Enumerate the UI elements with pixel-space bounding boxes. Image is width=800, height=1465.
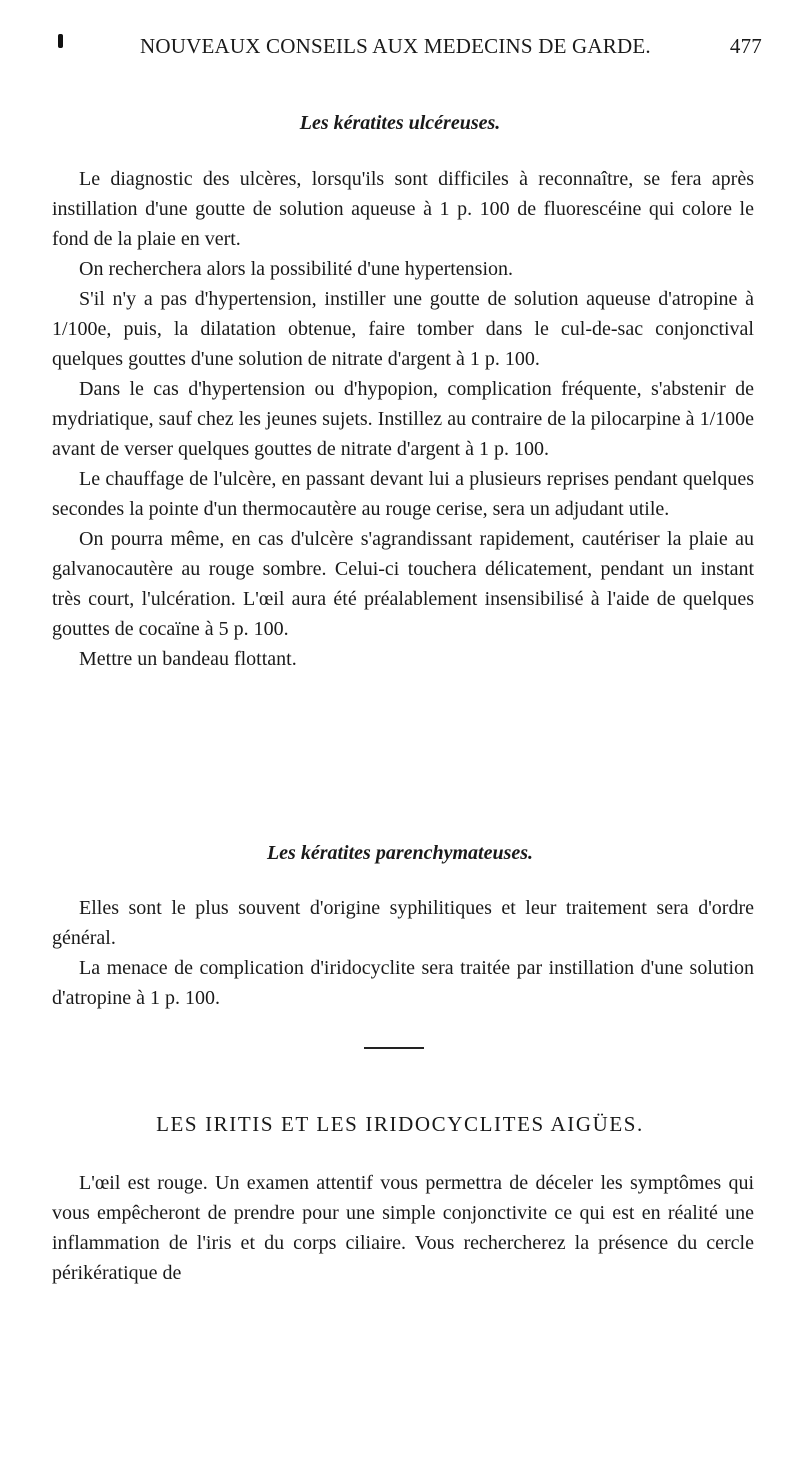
section-body-ulcerous-keratitis (52, 164, 754, 674)
paragraph: S'il n'y a pas d'hypertension, instiller une goutte de solution aqueuse d'atropine à 1/100e, puis, la dilatation obtenue, faire tomber dans le cul-de-sac conjonctival quelques gouttes d'une solution de nitrate d'argent à 1 p. 100. (52, 288, 754, 370)
section-body-parenchymatous-keratitis (52, 893, 754, 1013)
page-number: 477 (729, 34, 762, 58)
section-divider (364, 1047, 424, 1049)
paragraph: Dans le cas d'hypertension ou d'hypopion, complication fréquente, s'abstenir de mydriatique, sauf chez les jeunes sujets. Instillez au contraire de la pilocarpine à 1/100e avant de verser quelques gouttes de nitrate d'argent à 1 p. 100. (52, 378, 754, 460)
paragraph: Elles sont le plus souvent d'origine syphilitiques et leur traitement sera d'ordre général. (52, 897, 754, 949)
paragraph: L'œil est rouge. Un examen attentif vous permettra de déceler les symptômes qui vous empêcheront de prendre pour une simple conjonctivite ce qui est en réalité une inflammation de l'iris et du corps ciliaire. Vous rechercherez la présence du cercle périkératique de (52, 1172, 754, 1284)
paragraph: La menace de complication d'iridocyclite sera traitée par instillation d'une solution d'atropine à 1 p. 100. (52, 957, 754, 1009)
paragraph: On recherchera alors la possibilité d'une hypertension. (79, 258, 514, 280)
section-title-parenchymatous-keratitis: Les kératites parenchymateuses. (266, 842, 534, 864)
running-title: NOUVEAUX CONSEILS AUX MEDECINS DE GARDE. (140, 34, 651, 58)
paragraph: On pourra même, en cas d'ulcère s'agrandissant rapidement, cautériser la plaie au galvanocautère au rouge sombre. Celui-ci touchera délicatement, pendant un instant très court, l'ulcération. L'œil aura été préalablement insensibilisé à l'aide de quelques gouttes de cocaïne à 5 p. 100. (52, 528, 754, 640)
page-header (52, 34, 762, 64)
paragraph: Le diagnostic des ulcères, lorsqu'ils sont difficiles à reconnaître, se fera après instillation d'une goutte de solution aqueuse à 1 p. 100 de fluorescéine qui colore le fond de la plaie en vert. (52, 168, 754, 250)
paragraph: Mettre un bandeau flottant. (79, 648, 297, 670)
paragraph: Le chauffage de l'ulcère, en passant devant lui a plusieurs reprises pendant quelques secondes la pointe d'un thermocautère au rouge cerise, sera un adjudant utile. (52, 468, 754, 520)
section-title-ulcerous-keratitis: Les kératites ulcéreuses. (299, 112, 501, 134)
chapter-body (52, 1168, 754, 1288)
ink-mark (58, 34, 63, 48)
chapter-title: LES IRITIS ET LES IRIDOCYCLITES AIGÜES. (156, 1112, 644, 1136)
